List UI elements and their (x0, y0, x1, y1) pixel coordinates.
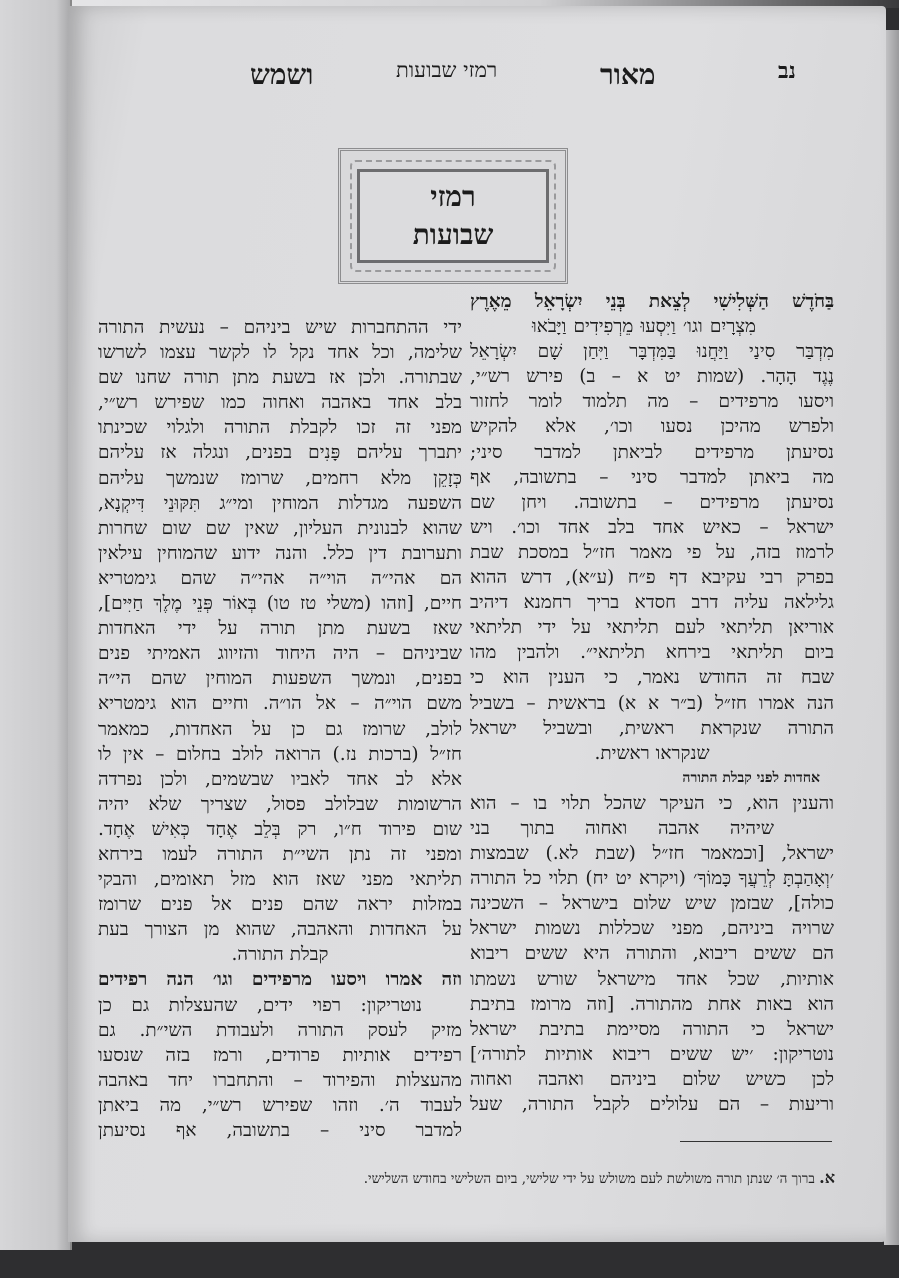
text-line: תליתאי מפני שאז הוא מזל תאומים, והבקי (98, 869, 462, 891)
text-line: שבתורה. ולכן אז בשעת מתן תורה שחנו שם (98, 367, 462, 389)
text-line: והענין הוא, כי העיקר שהכל תלוי בו – הוא (470, 792, 834, 814)
text-line: ויסעו מרפידים – מה תלמוד לומר לחזור (470, 391, 834, 413)
text-line: כולה], שבזמן שיש שלום בישראל – השכינה (470, 893, 834, 915)
text-line: נסיעתן מרפידים – בתשובה. ויחן שם (470, 491, 834, 513)
left-text-column (98, 315, 462, 1143)
text-line: הרשומות שבלולב פסול, שצריך שלא יהיה (98, 793, 462, 815)
text-line: לולב, שרומז גם כן על האחדות, כמאמר (98, 718, 462, 740)
text-line: השפעה מגדלות המוחין ומי״ג תִּקּוּנֵי דִּיקְנָא, (98, 492, 462, 514)
text-line: כְּזָקֵן מלא רחמים, שרומז שנמשך עליהם (98, 467, 462, 489)
text-line: משם הוי״ה – אל הו״ה. וחיים הוא גימטריא (98, 693, 462, 715)
text-line: לרמוז בזה, על פי מאמר חז״ל במסכת שבת (470, 541, 834, 563)
text-line: שאז בשעת מתן תורה על ידי האחדות (98, 618, 462, 640)
text-line: שהוא לבנונית העליון, שאין שם שום שחרות (98, 517, 462, 539)
chapter-title-line: רמזי (430, 180, 476, 213)
running-head-right: מאור (600, 58, 656, 91)
chapter-title (357, 169, 549, 263)
text-line: רפידים אותיות פרודים, ורמז בזה שנסעו (98, 1044, 462, 1066)
text-line: בפנים, ונמשך השפעות המוחין שהם הי״ה (98, 668, 462, 690)
text-line: נוטריקון: רפוי ידים, שהעצלות גם כן (98, 994, 422, 1016)
chapter-title-line: שבועות (412, 218, 494, 251)
text-line: ׳וְאָהַבְתָּ לְרֵעֲךָ כָּמוֹךָ׳ (ויקרא יט יח) תלוי כל התורה (470, 868, 834, 890)
footnote-marker: א. (819, 1168, 835, 1187)
running-head-left: ושמש (250, 58, 314, 91)
text-line: שנקראו ראשית. (594, 742, 710, 764)
text-line: מפני זה זכו לקבלת התורה ולגלוי שכינתו (98, 417, 462, 439)
text-line: מהעצלות והפירוד – והתחברו יחד באהבה (98, 1069, 462, 1091)
text-line: שבח זה החודש נאמר, כי הענין הוא כי (470, 667, 834, 689)
section-heading: אחדות לפני קבלת התורה (682, 769, 820, 786)
text-line: ישראל, [וכמאמר חז״ל (שבת לא.) שבמצות (470, 843, 834, 865)
text-line: נוטריקון: ׳יש ששים ריבוא אותיות לתורה׳] (470, 1043, 834, 1065)
text-line: אלא לב אחד לאביו שבשמים, ולכן נפרדה (98, 768, 462, 790)
text-line: הם אהי״ה הוי״ה אהי״ה שהם גימטריא (98, 567, 462, 589)
text-line: בפרק רבי עקיבא דף פ״ח (ע״א), דרש ההוא (470, 567, 834, 589)
text-line: לעבוד ה׳. וזהו שפירש רש״י, מה ביאתן (98, 1094, 462, 1116)
text-line: מִצְרָיִם וגו׳ וַיִּסְעוּ מֵרְפִידִים וַיָּבֹאוּ (532, 316, 756, 338)
text-line: על האחדות והאהבה, שהוא מן הצורך בעת (98, 919, 462, 941)
text-line: ומפני זה נתן השי״ת התורה לעמו בירחא (98, 843, 462, 865)
text-line: לכן כשיש שלום ביניהם ואהבה ואחוה (470, 1068, 834, 1090)
text-line: שביניהם – היה היחוד והזיווג האמיתי פנים (98, 643, 462, 665)
text-line: הוא באות אחת מהתורה. [וזה מרומז בתיבת (470, 993, 834, 1015)
text-line: ולפרש מהיכן נסעו וכו׳, אלא להקיש (470, 416, 834, 438)
text-line: שום פירוד ח״ו, רק בְּלֵב אֶחָד כְּאִישׁ אֶחָד. (98, 818, 462, 840)
text-line: שרויה ביניהם, מפני שכללות נשמות ישראל (470, 918, 834, 940)
text-line: וריעות – הם עלולים לקבל התורה, שעל (470, 1094, 834, 1115)
text-line: חז״ל (ברכות נז.) הרואה לולב בחלום – אין לו (98, 743, 462, 765)
text-line: בלב אחד באהבה ואחוה כמו שפירש רש״י, (98, 392, 462, 414)
text-line: נסיעתן מרפידים לביאתן למדבר סיני; (470, 441, 834, 463)
text-line: חיים, [וזהו (משלי טז טו) בְּאוֹר פְּנֵי מֶלֶךְ חַיִּים], (98, 593, 462, 615)
text-line: למדבר סיני – בתשובה, אף נסיעתן (98, 1120, 462, 1141)
right-text-column (470, 289, 834, 1117)
text-line: ישראל – כאיש אחד בלב אחד וכו׳. ויש (470, 516, 834, 538)
text-line: ביום תליתאי בירחא תליתאי״. ולהבין מהו (470, 642, 834, 664)
footnote-divider (680, 1141, 832, 1142)
text-line: נֶגֶד הָהָר. (שמות יט א – ב) פירש רש״י, (470, 366, 834, 388)
facing-page-edge (0, 0, 72, 1250)
text-line: מזיק לעסק התורה ולעבודת השי״ת. גם (98, 1019, 462, 1041)
text-line: אוריאן תליתאי לעם תליתאי על ידי תליתאי (470, 617, 834, 639)
text-line: במזלות יראה שהם פנים אל פנים שרומז (98, 894, 462, 916)
text-line: מה ביאתן למדבר סיני – בתשובה, אף (470, 466, 834, 488)
text-line: יתברך עליהם פָּנִים בפנים, ונגלה אז עליהם (98, 442, 462, 464)
page-stack-edge (884, 30, 899, 1245)
text-line: ותערובת דין כלל. והנה ידוע שהמוחין עילאין (98, 542, 462, 564)
text-line: הם ששים ריבוא, והתורה היא ששים ריבוא (470, 943, 834, 965)
text-line: בַּחֹדֶשׁ הַשְּׁלִישִׁי לְצֵאת בְּנֵי יִשְׂרָאֵל מֵאֶרֶץ (470, 291, 834, 312)
text-line: מִדְבַּר סִינַי וַיַּחֲנוּ בַּמִּדְבָּר וַיִּחַן שָׁם יִשְׂרָאֵל (470, 341, 834, 363)
text-line: אותיות, שכל אחד מישראל שורש נשמתו (470, 968, 834, 990)
text-line: שלימה, וכל אחד נקל לו לקשר עצמו לשרשו (98, 342, 462, 364)
footnote-text: ברוך ה׳ שנתן תורה משולשת לעם משולש על ידי שלישי, ביום השלישי בחודש השלישי. (363, 1171, 815, 1187)
footnote (290, 1168, 835, 1188)
text-line: גלילאה עליה דרב חסדא בריך רחמנא דיהיב (470, 592, 834, 614)
text-line: שיהיה אהבה ואחוה בתוך בני (470, 817, 774, 839)
text-line: התורה שנקראת ראשית, ובשביל ישראל (470, 717, 834, 739)
chapter-title-box (338, 148, 568, 284)
running-head-section: רמזי שבועות (396, 58, 498, 82)
text-line: ידי ההתחברות שיש ביניהם – נעשית התורה (98, 317, 462, 338)
page-number: נב (778, 58, 796, 84)
text-line: קבלת התורה. (231, 944, 329, 966)
text-line: הנה אמרו חז״ל (ב״ר א א) בראשית – בשביל (470, 692, 834, 714)
text-line: וזה אמרו ויסעו מרפידים וגו׳ הנה רפידים (98, 969, 462, 991)
text-line: ישראל כי התורה מסיימת בתיבת ישראל (470, 1018, 834, 1040)
